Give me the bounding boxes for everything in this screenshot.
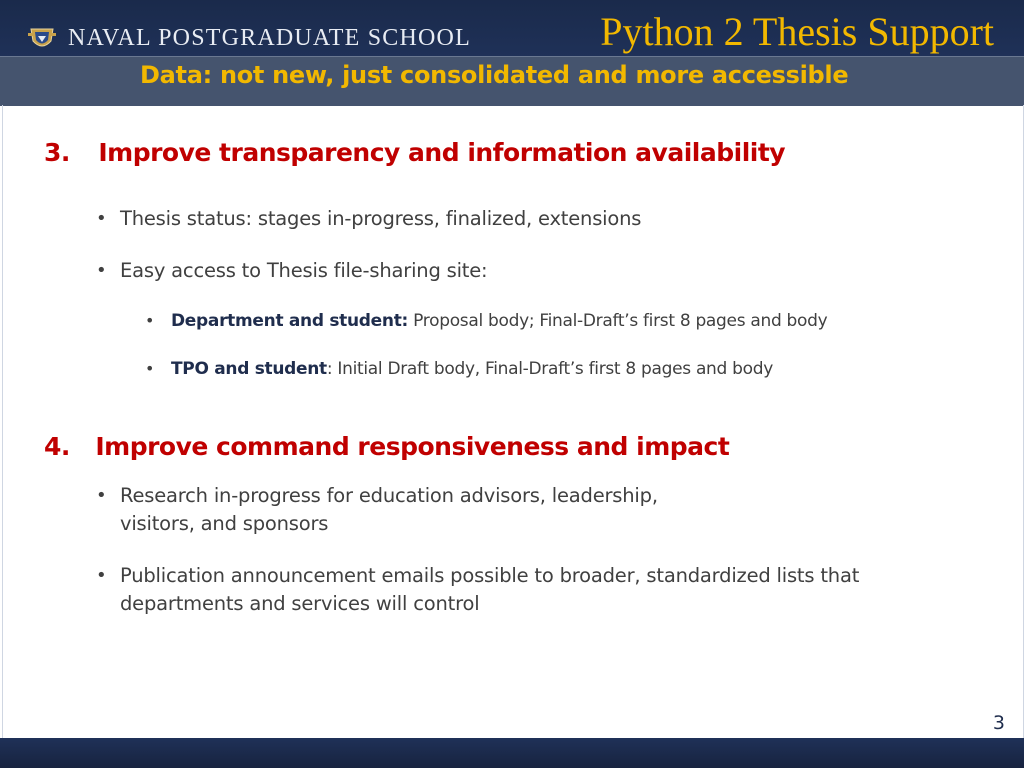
bullet-marker: • <box>96 260 107 281</box>
page-number: 3 <box>992 712 1005 734</box>
section-title: Improve transparency and information availability <box>98 138 786 167</box>
slide-subtitle: Data: not new, just consolidated and more accessible <box>140 61 849 89</box>
sub-bullet-label: TPO and student <box>171 359 327 379</box>
school-name: NAVAL POSTGRADUATE SCHOOL <box>68 25 471 51</box>
sub-bullet-text: Proposal body; Final-Draft’s first 8 pages and body <box>408 311 828 331</box>
bullet-marker: • <box>96 485 107 506</box>
sub-bullet-text: : Initial Draft body, Final-Draft’s first 8 pages and body <box>326 359 773 379</box>
bullet-marker: • <box>145 311 155 330</box>
sub-bullet-label: Department and student: <box>171 311 409 331</box>
section-number: 4. <box>44 432 70 461</box>
nps-crest-icon <box>27 23 57 53</box>
deck-title: Python 2 Thesis Support <box>600 9 994 54</box>
sub-bullet-item <box>145 311 828 331</box>
section-heading-4 <box>44 432 729 461</box>
bullet-text: Thesis status: stages in-progress, finalized, extensions <box>120 207 642 230</box>
bullet-marker: • <box>96 208 107 229</box>
bullet-marker: • <box>96 565 107 586</box>
bullet-marker: • <box>145 359 155 378</box>
sub-bullet-item <box>145 359 773 379</box>
bullet-item <box>96 482 720 538</box>
section-number: 3. <box>44 138 70 167</box>
bullet-text: Easy access to Thesis file-sharing site: <box>120 259 488 282</box>
slide-footer <box>0 738 1024 768</box>
bullet-text: Research in-progress for education advisors, leadership, visitors, and sponsors <box>120 484 658 535</box>
bullet-item <box>96 205 940 233</box>
content-area <box>2 105 1024 738</box>
bullet-text: Publication announcement emails possible to broader, standardized lists that departments and services will control <box>120 564 860 615</box>
section-title: Improve command responsiveness and impact <box>95 432 730 461</box>
bullet-item <box>96 562 890 618</box>
bullet-item <box>96 257 940 285</box>
section-heading-3 <box>44 138 785 167</box>
